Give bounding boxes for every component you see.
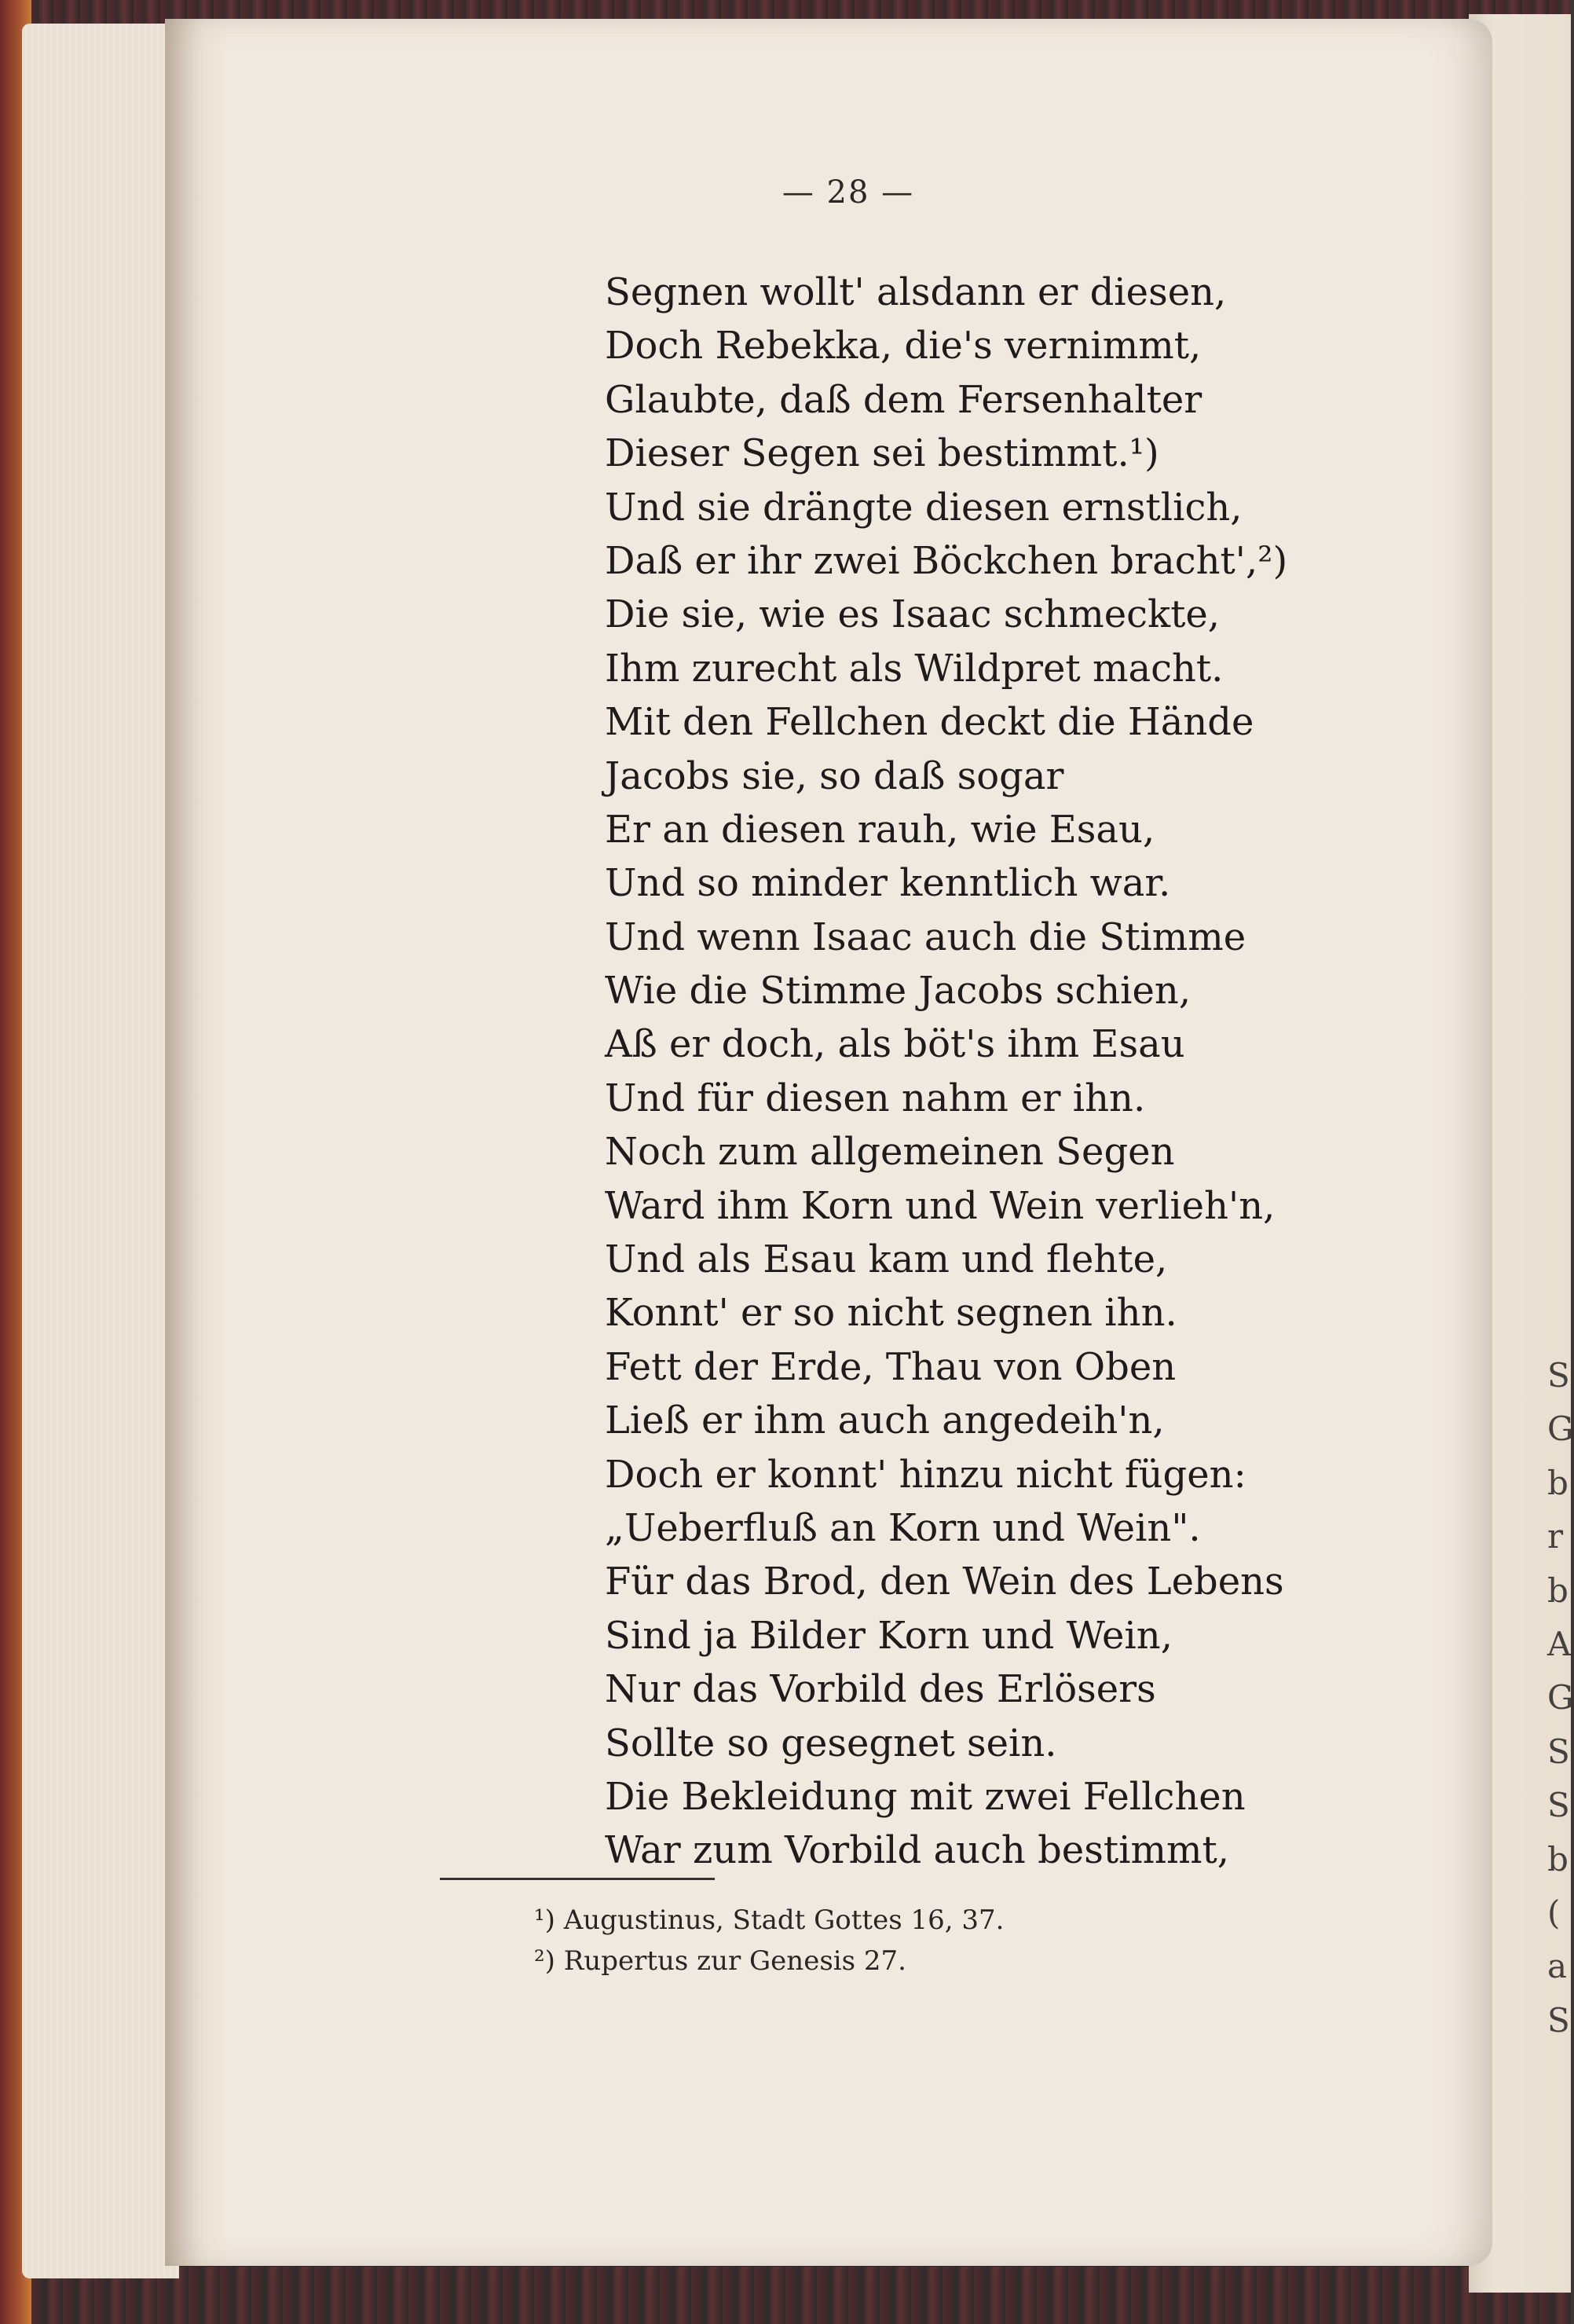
verse-line: Und für diesen nahm er ihn. [605, 1076, 1146, 1120]
footnotes [534, 1900, 1241, 1981]
verse-line: Jacobs sie, so daß sogar [605, 753, 1064, 798]
footnote-rule [440, 1878, 715, 1880]
fragment: r [1547, 1517, 1564, 1556]
verse-line: Dieser Segen sei bestimmt.¹) [605, 431, 1159, 476]
verse-line: Für das Brod, den Wein des Lebens [605, 1560, 1284, 1604]
fragment: b [1547, 1571, 1569, 1610]
fragment: a [1547, 1947, 1568, 1986]
fragment: S [1547, 1356, 1570, 1395]
fragment: S [1547, 1786, 1570, 1825]
book-cover-bottom-edge [0, 2267, 1571, 2324]
verse-line: Fett der Erde, Thau von Oben [605, 1344, 1177, 1389]
verse-line: Daß er ihr zwei Böckchen bracht',²) [605, 538, 1288, 583]
fragment: b [1547, 1463, 1569, 1502]
verse-line: Noch zum allgemeinen Segen [605, 1130, 1175, 1175]
verse-line: Aß er doch, als böt's ihm Esau [605, 1022, 1185, 1067]
verse-line: Mit den Fellchen deckt die Hände [605, 700, 1254, 745]
verse-line: Und sie drängte diesen ernstlich, [605, 485, 1243, 530]
footnote-1: ¹) Augustinus, Stadt Gottes 16, 37. [534, 1904, 1005, 1936]
fragment: S [1547, 1732, 1570, 1771]
page-gutter-shadow [165, 19, 228, 2266]
verse-block [605, 266, 1390, 1878]
verse-line: Und wenn Isaac auch die Stimme [605, 915, 1246, 959]
fragment: ( [1547, 1893, 1561, 1932]
fragment: S [1547, 2000, 1570, 2040]
verse-line: Ließ er ihm auch angedeih'n, [605, 1398, 1165, 1443]
verse-line: Doch Rebekka, die's vernimmt, [605, 324, 1202, 368]
verse-line: „Ueberfluß an Korn und Wein". [605, 1505, 1201, 1550]
verse-line: Ihm zurecht als Wildpret macht. [605, 646, 1224, 691]
verse-line: Nur das Vorbild des Erlösers [605, 1667, 1156, 1712]
page-number: — 28 — [782, 174, 915, 211]
fragment: A [1547, 1624, 1572, 1663]
verse-line: Die sie, wie es Isaac schmeckte, [605, 592, 1221, 637]
fragment: b [1547, 1839, 1569, 1879]
facing-page-fragments [1547, 1351, 1574, 2050]
verse-line: Und so minder kenntlich war. [605, 861, 1171, 906]
verse-line: Konnt' er so nicht segnen ihn. [605, 1291, 1177, 1336]
verse-line: War zum Vorbild auch bestimmt, [605, 1828, 1230, 1873]
verse-line: Wie die Stimme Jacobs schien, [605, 969, 1191, 1014]
verse-line: Ward ihm Korn und Wein verlieh'n, [605, 1183, 1276, 1228]
verse-line: Glaubte, daß dem Fersenhalter [605, 377, 1202, 422]
verse-line: Doch er konnt' hinzu nicht fügen: [605, 1452, 1246, 1497]
verse-line: Sind ja Bilder Korn und Wein, [605, 1613, 1173, 1658]
fragment: G [1547, 1678, 1574, 1717]
verse-line: Er an diesen rauh, wie Esau, [605, 807, 1155, 852]
verse-line: Sollte so gesegnet sein. [605, 1721, 1057, 1765]
page-stack-edges [22, 24, 179, 2278]
verse-line: Und als Esau kam und flehte, [605, 1237, 1168, 1282]
footnote-2: ²) Rupertus zur Genesis 27. [534, 1945, 906, 1977]
fragment: G [1547, 1409, 1574, 1449]
verse-line: Die Bekleidung mit zwei Fellchen [605, 1774, 1246, 1819]
verse-line: Segnen wollt' alsdann er diesen, [605, 270, 1227, 314]
